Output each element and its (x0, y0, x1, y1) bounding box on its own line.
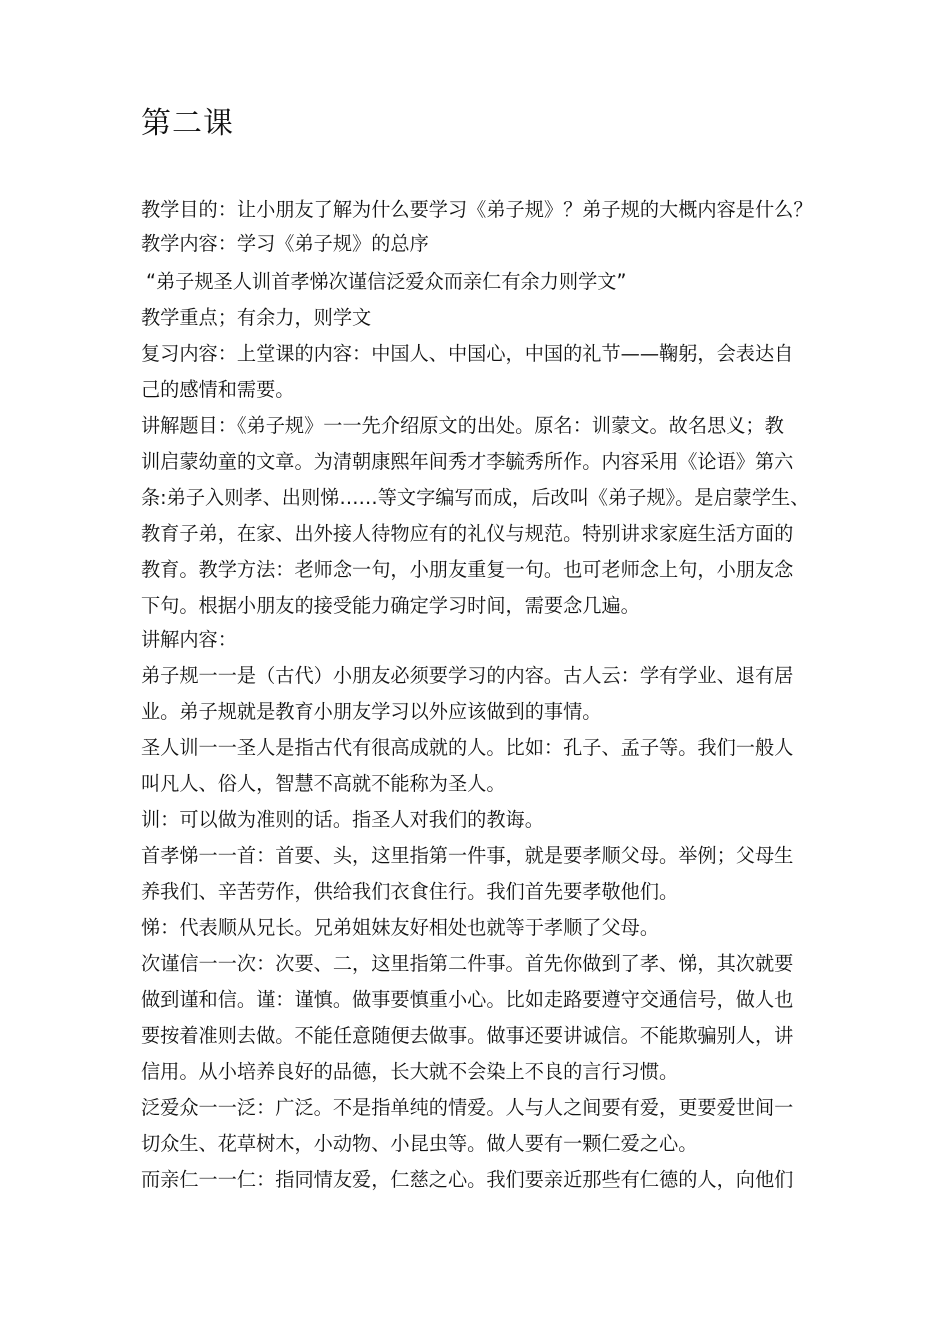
text-line: 教育子弟，在家、出外接人待物应有的礼仪与规范。特别讲求家庭生活方面的 (141, 522, 794, 545)
text-line: 要按着准则去做。不能任意随便去做事。做事还要讲诚信。不能欺骗别人，讲 (141, 1024, 794, 1047)
text-line: 训：可以做为准则的话。指圣人对我们的教诲。 (141, 808, 544, 831)
document-body (141, 192, 811, 1198)
text-line: 泛爱众一一泛：广泛。不是指单纯的情爱。人与人之间要有爱，更要爱世间一 (141, 1096, 794, 1119)
text-line: 弟子规一一是（古代）小朋友必须要学习的内容。古人云：学有学业、退有居 (141, 664, 794, 687)
text-line: 训启蒙幼童的文章。为清朝康熙年间秀才李毓秀所作。内容采用《论语》第六 (141, 450, 794, 473)
text-line: 讲解题目：《弟子规》一一先介绍原文的出处。原名：训蒙文。故名思义；教 (141, 414, 784, 437)
text-line: 信用。从小培养良好的品德，长大就不会染上不良的言行习惯。 (141, 1060, 679, 1083)
text-line: 首孝悌一一首：首要、头，这里指第一件事，就是要孝顺父母。举例；父母生 (141, 844, 794, 867)
text-line-quote: “弟子规圣人训首孝悌次谨信泛爱众而亲仁有余力则学文” (146, 270, 627, 293)
text-line: 业。弟子规就是教育小朋友学习以外应该做到的事情。 (141, 700, 602, 723)
text-line: 教学目的：让小朋友了解为什么要学习《弟子规》？弟子规的大概内容是什么？ (141, 198, 813, 221)
text-line: 教育。教学方法：老师念一句，小朋友重复一句。也可老师念上句，小朋友念 (141, 558, 794, 581)
text-line: 做到谨和信。谨：谨慎。做事要慎重小心。比如走路要遵守交通信号，做人也 (141, 988, 794, 1011)
text-line: 而亲仁一一仁：指同情友爱，仁慈之心。我们要亲近那些有仁德的人，向他们 (141, 1168, 794, 1191)
text-line: 条:弟子入则孝、出则悌……等文字编写而成，后改叫《弟子规》。是启蒙学生、 (141, 486, 810, 509)
page-title: 第二课 (141, 106, 234, 141)
text-line: 复习内容：上堂课的内容：中国人、中国心，中国的礼节——鞠躬，会表达自 (141, 342, 794, 365)
text-line: 悌：代表顺从兄长。兄弟姐妹友好相处也就等于孝顺了父母。 (141, 916, 660, 939)
text-line: 教学内容：学习《弟子规》的总序 (141, 232, 429, 255)
text-line: 下句。根据小朋友的接受能力确定学习时间，需要念几遍。 (141, 594, 640, 617)
text-line: 圣人训一一圣人是指古代有很高成就的人。比如：孔子、孟子等。我们一般人 (141, 736, 794, 759)
text-line: 教学重点；有余力，则学文 (141, 306, 372, 329)
text-line: 次谨信一一次：次要、二，这里指第二件事。首先你做到了孝、悌，其次就要 (141, 952, 794, 975)
text-line: 切众生、花草树木，小动物、小昆虫等。做人要有一颗仁爱之心。 (141, 1132, 698, 1155)
text-line: 讲解内容： (141, 628, 237, 651)
text-line: 叫凡人、俗人，智慧不高就不能称为圣人。 (141, 772, 506, 795)
text-line: 养我们、辛苦劳作，供给我们衣食住行。我们首先要孝敬他们。 (141, 880, 679, 903)
text-line: 己的感情和需要。 (141, 378, 295, 401)
